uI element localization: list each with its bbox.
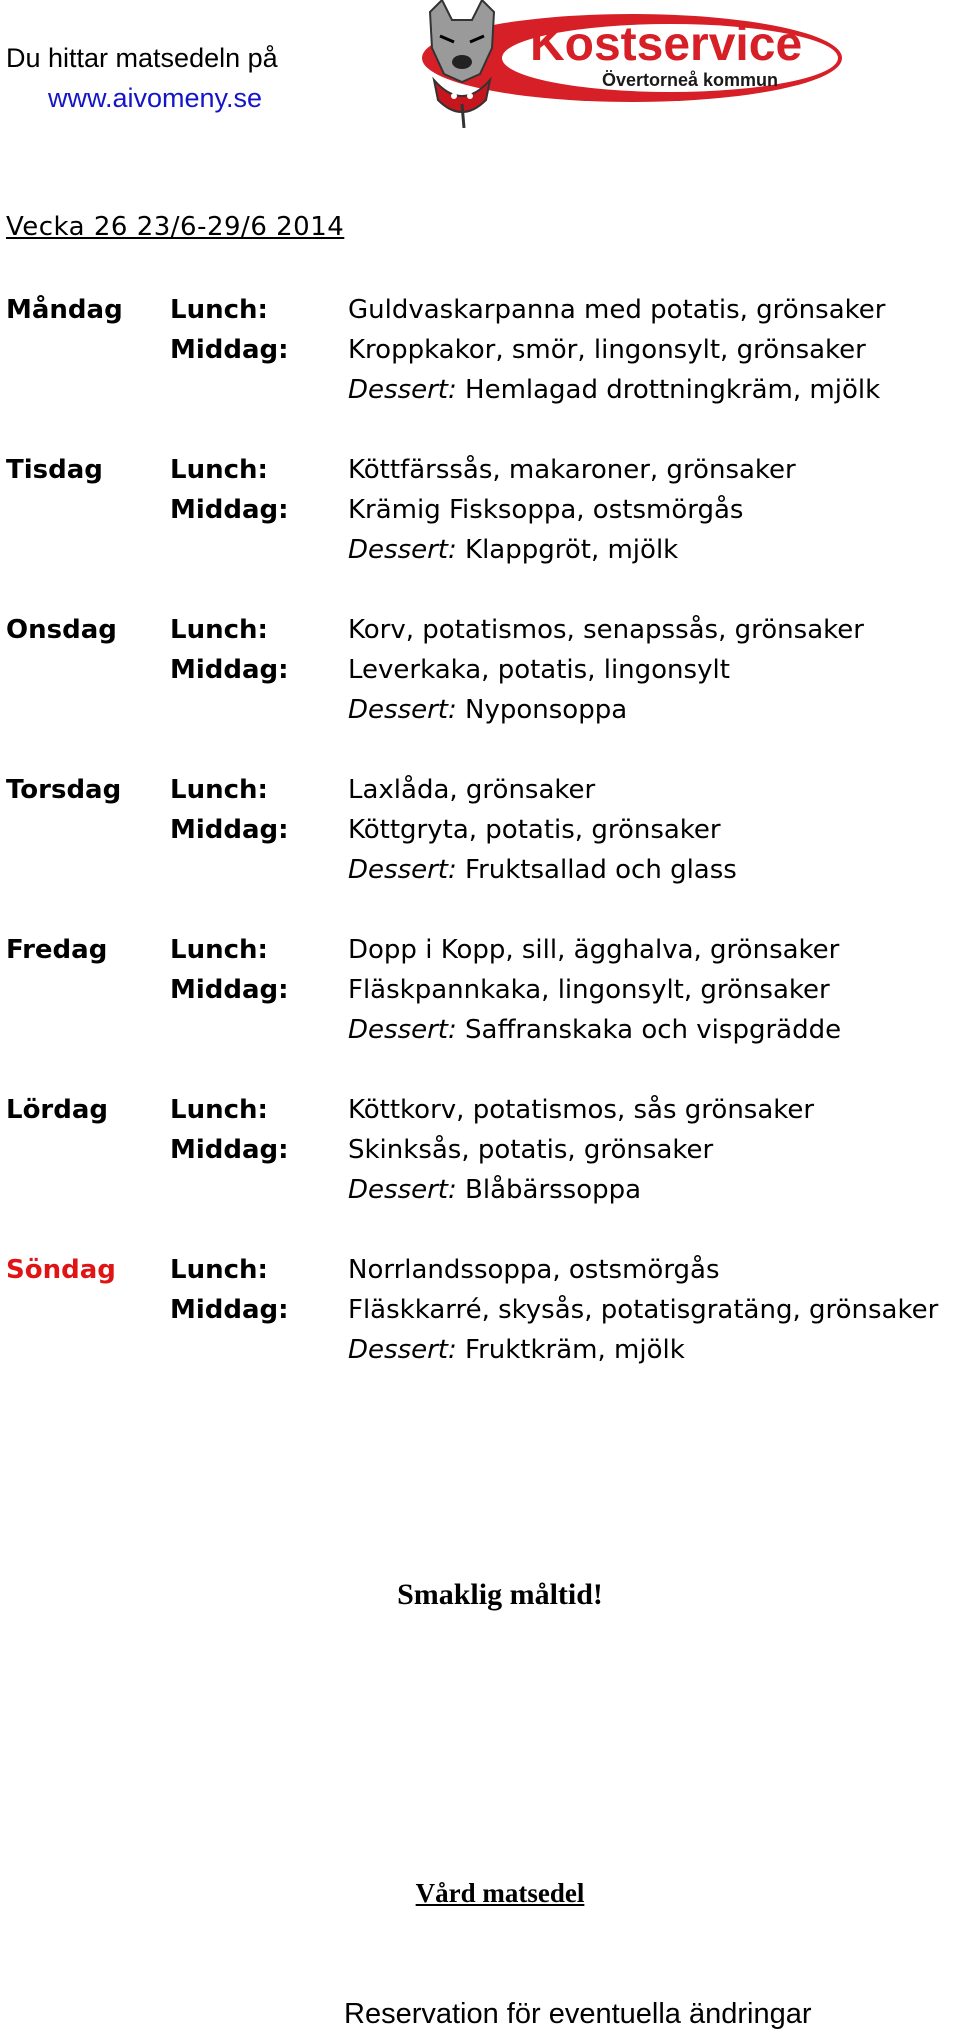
dessert-line bbox=[348, 690, 627, 730]
dessert-line bbox=[348, 370, 880, 410]
day-name: Fredag bbox=[6, 935, 108, 965]
day-block bbox=[6, 930, 956, 1090]
day-block bbox=[6, 1090, 956, 1250]
dinner-label: Middag: bbox=[170, 655, 289, 685]
dessert-label: Dessert: bbox=[348, 855, 457, 885]
dessert-dish: Klappgröt, mjölk bbox=[465, 535, 679, 565]
lunch-dish: Köttfärssås, makaroner, grönsaker bbox=[348, 455, 796, 485]
smaklig-maltid: Smaklig måltid! bbox=[397, 1578, 603, 1611]
dessert-dish: Saffranskaka och vispgrädde bbox=[465, 1015, 842, 1045]
day-block bbox=[6, 1250, 956, 1410]
dessert-label: Dessert: bbox=[348, 1015, 457, 1045]
dinner-label: Middag: bbox=[170, 975, 289, 1005]
lunch-dish: Dopp i Kopp, sill, ägghalva, grönsaker bbox=[348, 935, 840, 965]
dinner-label: Middag: bbox=[170, 815, 289, 845]
vard-matsedel: Vård matsedel bbox=[415, 1878, 585, 1908]
dinner-dish: Skinksås, potatis, grönsaker bbox=[348, 1135, 714, 1165]
dessert-line bbox=[348, 1330, 685, 1370]
dinner-label: Middag: bbox=[170, 1295, 289, 1325]
weekly-menu bbox=[6, 290, 956, 1410]
lunch-label: Lunch: bbox=[170, 615, 268, 645]
day-name: Torsdag bbox=[6, 775, 122, 805]
day-block bbox=[6, 450, 956, 610]
day-name-sunday: Söndag bbox=[6, 1255, 116, 1285]
dessert-dish: Hemlagad drottningkräm, mjölk bbox=[465, 375, 881, 405]
dessert-dish: Blåbärssoppa bbox=[465, 1175, 642, 1205]
day-name: Måndag bbox=[6, 295, 123, 325]
website-link[interactable]: www.aivomeny.se bbox=[48, 83, 263, 113]
dinner-dish: Fläskpannkaka, lingonsylt, grönsaker bbox=[348, 975, 830, 1005]
dinner-dish: Fläskkarré, skysås, potatisgratäng, grönsaker bbox=[348, 1295, 939, 1325]
lunch-label: Lunch: bbox=[170, 455, 268, 485]
lunch-label: Lunch: bbox=[170, 1255, 268, 1285]
reservation-note: Reservation för eventuella ändringar bbox=[344, 1998, 812, 2030]
logo-subtitle: Övertorneå kommun bbox=[602, 70, 779, 90]
lunch-dish: Norrlandssoppa, ostsmörgås bbox=[348, 1255, 720, 1285]
dessert-line bbox=[348, 1010, 841, 1050]
logo-title: Kostservice bbox=[530, 18, 803, 71]
dessert-label: Dessert: bbox=[348, 375, 457, 405]
lunch-dish: Korv, potatismos, senapssås, grönsaker bbox=[348, 615, 864, 645]
day-name: Onsdag bbox=[6, 615, 117, 645]
lunch-dish: Laxlåda, grönsaker bbox=[348, 775, 596, 805]
lunch-dish: Köttkorv, potatismos, sås grönsaker bbox=[348, 1095, 815, 1125]
dessert-label: Dessert: bbox=[348, 1175, 457, 1205]
lunch-label: Lunch: bbox=[170, 295, 268, 325]
dessert-dish: Nyponsoppa bbox=[465, 695, 628, 725]
dinner-dish: Kroppkakor, smör, lingonsylt, grönsaker bbox=[348, 335, 866, 365]
dessert-dish: Fruktkräm, mjölk bbox=[465, 1335, 685, 1365]
dinner-dish: Krämig Fisksoppa, ostsmörgås bbox=[348, 495, 744, 525]
lunch-label: Lunch: bbox=[170, 775, 268, 805]
dessert-label: Dessert: bbox=[348, 695, 457, 725]
intro-text: Du hittar matsedeln på bbox=[6, 43, 278, 73]
lunch-label: Lunch: bbox=[170, 1095, 268, 1125]
dessert-line bbox=[348, 1170, 641, 1210]
dinner-label: Middag: bbox=[170, 495, 289, 525]
day-name: Lördag bbox=[6, 1095, 109, 1125]
dessert-label: Dessert: bbox=[348, 1335, 457, 1365]
dessert-line bbox=[348, 850, 737, 890]
day-block bbox=[6, 770, 956, 930]
lunch-label: Lunch: bbox=[170, 935, 268, 965]
dinner-label: Middag: bbox=[170, 1135, 289, 1165]
week-heading: Vecka 26 23/6-29/6 2014 bbox=[6, 212, 345, 242]
day-name: Tisdag bbox=[6, 455, 103, 485]
dessert-line bbox=[348, 530, 678, 570]
lunch-dish: Guldvaskarpanna med potatis, grönsaker bbox=[348, 295, 886, 325]
wolf-mascot-icon bbox=[430, 0, 494, 128]
kostservice-logo bbox=[402, 0, 842, 128]
dinner-dish: Köttgryta, potatis, grönsaker bbox=[348, 815, 721, 845]
day-block bbox=[6, 610, 956, 770]
intro bbox=[6, 38, 278, 118]
dinner-label: Middag: bbox=[170, 335, 289, 365]
dessert-label: Dessert: bbox=[348, 535, 457, 565]
day-block bbox=[6, 290, 956, 450]
dinner-dish: Leverkaka, potatis, lingonsylt bbox=[348, 655, 730, 685]
dessert-dish: Fruktsallad och glass bbox=[465, 855, 737, 885]
